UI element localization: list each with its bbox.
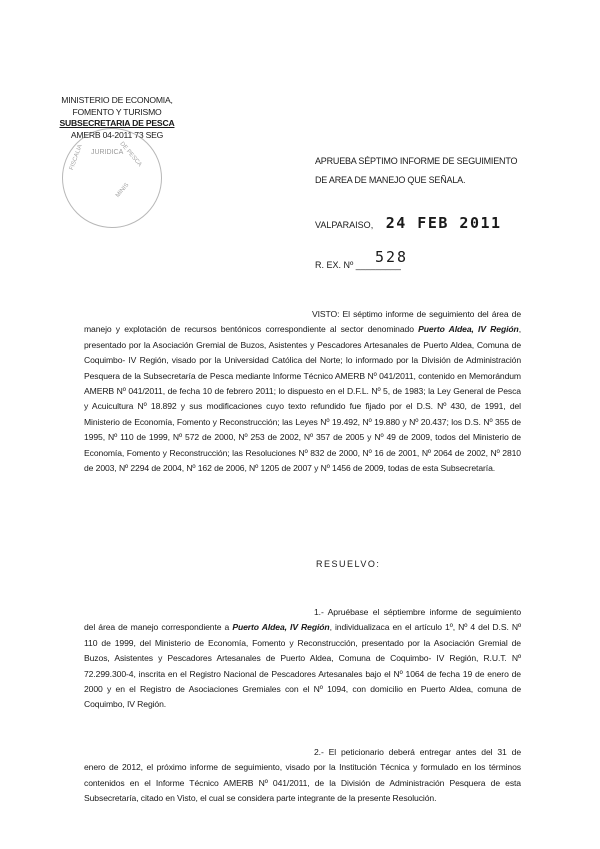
city: VALPARAISO, — [315, 220, 374, 230]
juridica-stamp — [62, 128, 162, 228]
ministry-line-2: FOMENTO Y TURISMO — [72, 106, 162, 117]
subject-line-2: DE AREA DE MANEJO QUE SEÑALA. — [315, 175, 466, 185]
visto-text-a: VISTO: El séptimo informe de seguimiento del área de manejo y explotación de recursos bentónicos correspondiente al sector denominado — [84, 309, 521, 335]
resolution-number-line — [315, 248, 409, 270]
visto-place: Puerto Aldea, IV Región — [418, 324, 519, 335]
resuelvo-heading: RESUELVO: — [316, 559, 381, 569]
stamp-arc-right: DE PESCA — [118, 141, 143, 169]
ministry-line: MINISTERIO DE ECONOMIA, — [61, 95, 173, 105]
stamp-center-text: JURIDICA — [91, 149, 124, 156]
visto-paragraph — [84, 307, 521, 476]
resolution-label: R. EX. Nº _________ — [315, 260, 401, 270]
article-2-paragraph: 2.- El peticionario deberá entregar antes del 31 de enero de 2012, el próximo informe de seguimiento, visado por la Institución Técnica y formulado en los términos contenidos en el Informe Técnico AMERB Nº 041/2011, de la División de Administración Pesquera de esta Subsecretaría, citado en Visto, el cual se considera parte integrante de la presente Resolución. — [84, 747, 521, 804]
article-1-text-a: 1.- Apruébase el séptiembre informe de seguimiento del área de manejo correspondiente a — [84, 607, 521, 633]
article-1-text-b: , individualizaca en el artículo 1º, Nº 4 del D.S. Nº 110 de 1999, del Ministerio de Economía, Fomento y Reconstrucción, presentado por la Asociación Gremial de Buzos, Asistentes y Pescadores Artesanales de Puerto Aldea, Comuna de Coquimbo- IV Región, R.U.T. Nº 72.299.300-4, inscrita en el Registro Nacional de Pescadores Artesanales bajo el Nº 1064 de fecha 19 de enero de 2000 y en el Registro de Asociaciones Gremiales con el Nº 1094, con domicilio en Puerto Aldea, comuna de Coquimbo, IV Región. — [84, 622, 521, 710]
article-1-place: Puerto Aldea, IV Región — [232, 622, 330, 633]
subject-line-1: APRUEBA SÉPTIMO INFORME DE SEGUIMIENTO — [315, 156, 518, 166]
subsecretaria-line: SUBSECRETARIA DE PESCA — [59, 118, 175, 128]
reference-code: AMERB 04-2011 73 SEG — [70, 129, 164, 140]
subject-block — [315, 152, 517, 190]
visto-text-b: , presentado por la Asociación Gremial de Buzos, Asistentes y Pescadores Artesanales de Puerto Aldea, Comuna de Coquimbo- IV Región, visado por la Universidad Católica del Norte; lo informado por la División de Administración Pesquera de la Subsecretaría de Pesca mediante Informe Técnico AMERB Nº 041/2011, contenido en Memorándum AMERB Nº 041/2011, de fecha 10 de febrero 2011; lo dispuesto en el D.F.L. Nº 5, de 1983; la Ley General de Pesca y Acuicultura Nº 18.892 y sus modificaciones cuyo texto refundido fue fijado por el D.S. Nº 430, de 1991, del Ministerio de Economía, Fomento y Reconstrucción; las Leyes Nº 19.492, Nº 19.880 y Nº 20.437; los D.S. Nº 355 de 1995, Nº 110 de 1999, Nº 572 de 2000, Nº 253 de 2002, Nº 357 de 2005 y Nº 49 de 2009, todos del Ministerio de Economía, Fomento y Reconstrucción; las Resoluciones Nº 832 de 2000, Nº 16 de 2001, Nº 2064 de 2002, Nº 2810 de 2003, Nº 2294 de 2004, Nº 162 de 2006, Nº 1205 de 2007 y Nº 1456 de 2009, todas de esta Subsecretaría. — [84, 324, 521, 474]
stamp-arc-bottom: MINIS — [115, 182, 131, 199]
dateline — [315, 214, 502, 232]
stamp-arc-left: FISCALIA — [69, 143, 84, 172]
article-1-paragraph — [84, 605, 521, 713]
resolution-number: 528 — [375, 248, 409, 266]
stamped-date: 24 FEB 2011 — [385, 214, 502, 232]
